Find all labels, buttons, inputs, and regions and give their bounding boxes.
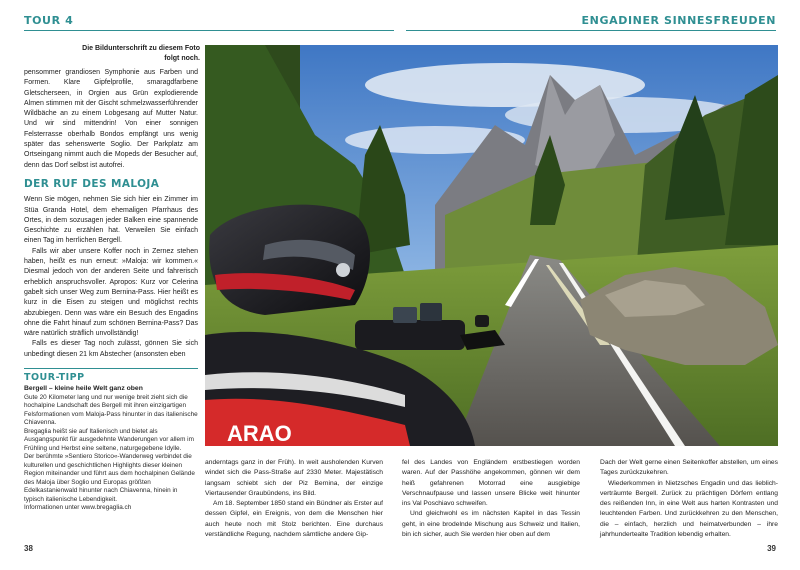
page-number-left: 38 — [24, 544, 33, 553]
tour-tip-heading: Bergell – kleine heile Welt ganz oben — [24, 385, 143, 392]
section-subheading: DER RUF DES MALOJA — [24, 177, 160, 190]
page-number-right: 39 — [767, 544, 776, 553]
photo-illustration — [205, 45, 778, 446]
paragraph: Falls wir aber unsere Koffer noch in Zernez stehen haben, heißt es nun erneut: »Maloja: wir kommen.« Diesmal jedoch von der anderen Seite und fahrerisch erheblich anspruchsvoller. Apropos: Kurz vor Celerina gabelt sich unser Weg zum Bernina-Pass. Hier heißt es kurz in die Eisen zu steigen und möglichst rechts abzubiegen. Denn was wäre ein Besuch des Engadins ohne die Fahrt hinauf zum schönen Bernina-Pass? Das wäre natürlich sträflich unvollständig! — [24, 247, 198, 338]
tour-tip-title: TOUR-TIPP — [24, 368, 198, 383]
main-photo — [205, 45, 778, 446]
header-rule-right — [406, 30, 776, 31]
tour-tip-box — [24, 368, 198, 513]
tour-tip-body — [24, 385, 198, 513]
paragraph: Wiederkommen in Nietzsches Engadin und das lieblich-verträumte Bergell. Zurück zu prächtigen Dörfern entlang des reißenden Inn, in eine Welt aus harten Kontrasten und leuchtenden Farben. Und zurückkehren zu den Menschen, die – einfach, herzlich und heimatverbunden – ihre jahrhundertealte Tradition lebendig erhalten. — [600, 479, 778, 539]
paragraph: Und gleichwohl es im nächsten Kapitel in das Tessin geht, in eine brodelnde Mischung aus Schweiz und Italien, bin ich sicher, auch Sie werden hier oben auf dem — [402, 510, 580, 539]
paragraph: Bregaglia heißt sie auf Italienisch und bietet als Ausgangspunkt für ausgedehnte Wanderungen vor allem im Frühling und Herbst eine seltene, naturgegebene Idylle. — [24, 427, 194, 452]
paragraph: pensommer grandiosen Symphonie aus Farben und Formen. Klare Gipfelprofile, smaragdfarbene Gletscherseen, in Orgien aus Grün explodierende Almen stimmen mit der Gischt schmelzwasserführender Wildbäche an zu einem Lobgesang auf Mutter Natur. Und wir sind mittendrin! Von einer sonnigen Felsterrasse oberhalb Bondos empfängt uns wenig später das sehenswerte Soglio. Der Parkplatz am Ortseingang nimmt auch die Mopeds der Besucher auf, denn das Dorf selbst ist autofrei. — [24, 69, 198, 169]
header-rule-left — [24, 30, 394, 31]
running-header-right: ENGADINER SINNESFREUDEN — [581, 14, 776, 27]
paragraph: Am 18. September 1850 stand ein Bündner als Erster auf dessen Gipfel, ein Ereignis, von dem die Menschen hier auch heute noch mit Stolz berichten. Eine durchaus verständliche Regung, nachdem sämtliche andere Gip- — [205, 500, 383, 539]
tour-tip-info-link: Informationen unter www.bregaglia.ch — [24, 504, 132, 511]
paragraph: fel des Landes von Engländern erstbestiegen worden waren. Auf der Passhöhe angekommen, gönnen wir dem heiß gefahrenen Motorrad eine ausgiebige Verschnaufpause und lassen unsere Blicke weit hinunter ins Val Poschiavo schweifen. — [402, 459, 580, 508]
photo-caption: Die Bildunterschrift zu diesem Foto folgt noch. — [82, 45, 200, 62]
running-header-left: TOUR 4 — [24, 14, 74, 27]
bottom-column-3 — [600, 458, 778, 540]
paragraph: Falls es dieser Tag noch zulässt, gönnen Sie sich unbedingt diesen 21 km Abstecher (ansonsten eben — [24, 340, 198, 358]
paragraph: Der berühmte »Sentiero Storico«-Wanderweg verbindet die kulturellen und geschichtlichen Highlights dieser kleinen Region miteinander und führt aus dem hochalpinen Gelände des Maloja über Soglio und Europas größten Edelkastanienwald hinunter nach Chiavenna, hinein in typisch italienische Lebendigkeit. — [24, 453, 195, 503]
paragraph: anderntags ganz in der Früh). In weit ausholenden Kurven windet sich die Pass-Straße auf 2330 Meter. Majestätisch langsam schiebt sich der Piz Bernina, der einzige Viertausender Graubündens, ins Bild. — [205, 459, 383, 497]
paragraph: Dach der Welt gerne einen Seitenkoffer abstellen, um eines Tages zurückzukehren. — [600, 459, 778, 477]
bottom-column-1 — [205, 458, 383, 540]
helmet-brand-text: ARAO — [227, 421, 292, 446]
text-column-left — [24, 68, 198, 360]
paragraph: Gute 20 Kilometer lang und nur wenige breit zieht sich die hochalpine Landschaft des Bergell mit ihren einzigartigen Felsformationen vom Maloja-Pass hinunter in das italienische Chiavenna. — [24, 393, 198, 426]
paragraph: Wenn Sie mögen, nehmen Sie sich hier ein Zimmer im Stüa Granda Hotel, dem ehemaligen Pfarrhaus des Ortes, in dem sozusagen jeder Balken eine spannende Geschichte zu erzählen hat. Verweilen Sie einfach einen Tag im herrlichen Bergell. — [24, 196, 198, 245]
bottom-column-2 — [402, 458, 580, 540]
